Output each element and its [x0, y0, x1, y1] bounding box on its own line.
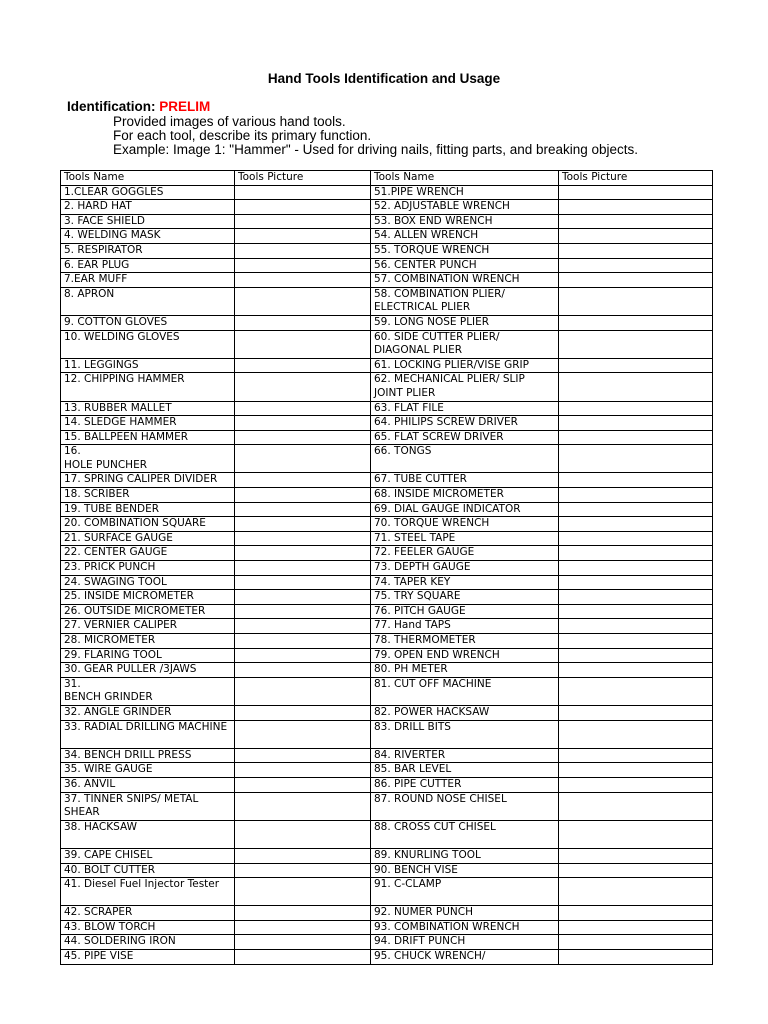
tool-picture-cell	[559, 748, 713, 763]
tool-picture-cell	[559, 935, 713, 950]
tool-picture-cell	[559, 430, 713, 445]
tool-picture-cell	[559, 648, 713, 663]
table-row	[61, 473, 713, 488]
tool-name-cell: 30. GEAR PULLER /3JAWS	[61, 663, 235, 678]
tool-picture-cell	[235, 214, 371, 229]
tool-picture-cell	[235, 619, 371, 634]
table-row	[61, 517, 713, 532]
tool-picture-cell	[559, 488, 713, 503]
tool-picture-cell	[235, 531, 371, 546]
table-row	[61, 634, 713, 649]
table-row	[61, 287, 713, 315]
table-row	[61, 777, 713, 792]
tool-name-cell: 54. ALLEN WRENCH	[371, 229, 559, 244]
tool-name-cell: 4. WELDING MASK	[61, 229, 235, 244]
table-row	[61, 792, 713, 820]
tool-picture-cell	[235, 920, 371, 935]
tool-name-cell: 26. OUTSIDE MICROMETER	[61, 604, 235, 619]
tool-name-cell: 9. COTTON GLOVES	[61, 315, 235, 330]
tool-name-cell: 14. SLEDGE HAMMER	[61, 416, 235, 431]
tools-table-body	[61, 171, 713, 965]
tool-name-cell: 15. BALLPEEN HAMMER	[61, 430, 235, 445]
tool-name-cell: 66. TONGS	[371, 445, 559, 473]
tool-picture-cell	[559, 473, 713, 488]
tool-name-cell: 87. ROUND NOSE CHISEL	[371, 792, 559, 820]
tool-name-cell: 68. INSIDE MICROMETER	[371, 488, 559, 503]
table-row	[61, 878, 713, 906]
tool-picture-cell	[235, 575, 371, 590]
tool-name-cell: 65. FLAT SCREW DRIVER	[371, 430, 559, 445]
tool-name-cell: 84. RIVERTER	[371, 748, 559, 763]
tool-picture-cell	[559, 848, 713, 863]
tool-name-cell: 40. BOLT CUTTER	[61, 863, 235, 878]
tool-name-cell: 82. POWER HACKSAW	[371, 705, 559, 720]
tool-picture-cell	[235, 906, 371, 921]
tool-name-cell: 24. SWAGING TOOL	[61, 575, 235, 590]
table-row	[61, 590, 713, 605]
table-row	[61, 430, 713, 445]
instruction-line: Example: Image 1: "Hammer" - Used for driving nails, fitting parts, and breaking objects.	[113, 142, 639, 157]
tool-name-cell: 91. C-CLAMP	[371, 878, 559, 906]
tool-name-cell: 71. STEEL TAPE	[371, 531, 559, 546]
identification-line	[67, 99, 210, 114]
tool-picture-cell	[235, 185, 371, 200]
tool-name-cell: 89. KNURLING TOOL	[371, 848, 559, 863]
table-row	[61, 720, 713, 748]
tool-name-cell: 28. MICROMETER	[61, 634, 235, 649]
table-row	[61, 820, 713, 848]
tool-picture-cell	[235, 748, 371, 763]
identification-value: PRELIM	[159, 99, 211, 114]
tool-picture-cell	[559, 185, 713, 200]
tool-name-cell: 73. DEPTH GAUGE	[371, 561, 559, 576]
tool-name-cell: 35. WIRE GAUGE	[61, 763, 235, 778]
tool-name-cell: 83. DRILL BITS	[371, 720, 559, 748]
tool-picture-cell	[559, 546, 713, 561]
tool-name-cell: 29. FLARING TOOL	[61, 648, 235, 663]
tool-picture-cell	[559, 373, 713, 401]
tool-picture-cell	[559, 561, 713, 576]
tool-name-cell: 36. ANVIL	[61, 777, 235, 792]
table-row	[61, 243, 713, 258]
tool-picture-cell	[559, 863, 713, 878]
tool-name-cell: 23. PRICK PUNCH	[61, 561, 235, 576]
tool-picture-cell	[559, 200, 713, 215]
table-row	[61, 705, 713, 720]
tool-name-cell: 58. COMBINATION PLIER/ ELECTRICAL PLIER	[371, 287, 559, 315]
tool-picture-cell	[559, 677, 713, 705]
tool-name-cell: 90. BENCH VISE	[371, 863, 559, 878]
tool-picture-cell	[235, 561, 371, 576]
tool-picture-cell	[559, 792, 713, 820]
table-row	[61, 502, 713, 517]
tool-picture-cell	[235, 517, 371, 532]
tool-picture-cell	[235, 878, 371, 906]
tool-picture-cell	[235, 863, 371, 878]
table-row	[61, 185, 713, 200]
tool-picture-cell	[559, 517, 713, 532]
tool-picture-cell	[235, 445, 371, 473]
tool-name-cell: 72. FEELER GAUGE	[371, 546, 559, 561]
table-row	[61, 315, 713, 330]
tool-name-cell: 69. DIAL GAUGE INDICATOR	[371, 502, 559, 517]
tool-picture-cell	[235, 243, 371, 258]
tool-name-cell: 55. TORQUE WRENCH	[371, 243, 559, 258]
table-row	[61, 488, 713, 503]
tool-name-cell: 77. Hand TAPS	[371, 619, 559, 634]
tool-picture-cell	[559, 705, 713, 720]
tool-picture-cell	[235, 848, 371, 863]
tool-name-cell: 19. TUBE BENDER	[61, 502, 235, 517]
table-row	[61, 401, 713, 416]
tools-table	[60, 170, 713, 965]
tool-picture-cell	[235, 430, 371, 445]
tool-picture-cell	[559, 878, 713, 906]
tool-name-cell: 56. CENTER PUNCH	[371, 258, 559, 273]
tool-name-cell: 67. TUBE CUTTER	[371, 473, 559, 488]
table-row	[61, 748, 713, 763]
tool-picture-cell	[235, 648, 371, 663]
tool-name-cell: 39. CAPE CHISEL	[61, 848, 235, 863]
tool-picture-cell	[559, 531, 713, 546]
tool-picture-cell	[559, 920, 713, 935]
tool-picture-cell	[559, 763, 713, 778]
table-row	[61, 663, 713, 678]
tool-name-cell: 78. THERMOMETER	[371, 634, 559, 649]
tool-picture-cell	[235, 502, 371, 517]
tool-picture-cell	[235, 287, 371, 315]
tool-name-cell: 13. RUBBER MALLET	[61, 401, 235, 416]
tool-picture-cell	[235, 792, 371, 820]
tool-picture-cell	[559, 604, 713, 619]
table-row	[61, 200, 713, 215]
tool-picture-cell	[559, 575, 713, 590]
table-row	[61, 258, 713, 273]
tool-picture-cell	[559, 720, 713, 748]
tool-name-cell: 37. TINNER SNIPS/ METAL SHEAR	[61, 792, 235, 820]
tool-name-cell: 33. RADIAL DRILLING MACHINE	[61, 720, 235, 748]
tool-name-cell: 34. BENCH DRILL PRESS	[61, 748, 235, 763]
table-row	[61, 531, 713, 546]
table-row	[61, 863, 713, 878]
table-row	[61, 604, 713, 619]
tool-name-cell: 7.EAR MUFF	[61, 273, 235, 288]
tool-picture-cell	[559, 416, 713, 431]
tool-name-cell: 11. LEGGINGS	[61, 358, 235, 373]
tool-picture-cell	[559, 243, 713, 258]
tool-picture-cell	[235, 820, 371, 848]
tool-picture-cell	[235, 705, 371, 720]
tool-picture-cell	[559, 401, 713, 416]
tool-name-cell: 22. CENTER GAUGE	[61, 546, 235, 561]
tool-name-cell: 85. BAR LEVEL	[371, 763, 559, 778]
tool-name-cell: 20. COMBINATION SQUARE	[61, 517, 235, 532]
table-row	[61, 848, 713, 863]
table-row	[61, 358, 713, 373]
tool-picture-cell	[559, 777, 713, 792]
tool-picture-cell	[559, 619, 713, 634]
tool-name-cell: 59. LONG NOSE PLIER	[371, 315, 559, 330]
tool-name-cell: 80. PH METER	[371, 663, 559, 678]
tool-picture-cell	[235, 950, 371, 965]
tool-name-cell: 1.CLEAR GOGGLES	[61, 185, 235, 200]
tool-name-cell: 62. MECHANICAL PLIER/ SLIP JOINT PLIER	[371, 373, 559, 401]
header-tools-name-left: Tools Name	[61, 171, 235, 186]
tool-name-cell: 5. RESPIRATOR	[61, 243, 235, 258]
tool-name-cell: 17. SPRING CALIPER DIVIDER	[61, 473, 235, 488]
table-row	[61, 648, 713, 663]
tool-picture-cell	[235, 401, 371, 416]
tool-picture-cell	[235, 258, 371, 273]
table-row	[61, 229, 713, 244]
tool-name-cell: 75. TRY SQUARE	[371, 590, 559, 605]
table-row	[61, 373, 713, 401]
tool-name-cell: 74. TAPER KEY	[371, 575, 559, 590]
table-row	[61, 330, 713, 358]
tool-picture-cell	[235, 634, 371, 649]
table-header-row	[61, 171, 713, 186]
tool-picture-cell	[235, 763, 371, 778]
tool-picture-cell	[559, 502, 713, 517]
table-row	[61, 575, 713, 590]
tool-name-cell: 25. INSIDE MICROMETER	[61, 590, 235, 605]
table-row	[61, 273, 713, 288]
tool-name-cell: 53. BOX END WRENCH	[371, 214, 559, 229]
tool-name-cell: 79. OPEN END WRENCH	[371, 648, 559, 663]
tool-name-cell: 44. SOLDERING IRON	[61, 935, 235, 950]
tool-name-cell: 92. NUMER PUNCH	[371, 906, 559, 921]
tool-name-cell: 27. VERNIER CALIPER	[61, 619, 235, 634]
tool-name-cell: 3. FACE SHIELD	[61, 214, 235, 229]
tool-name-cell: 32. ANGLE GRINDER	[61, 705, 235, 720]
tool-picture-cell	[559, 634, 713, 649]
tool-picture-cell	[559, 315, 713, 330]
tool-picture-cell	[235, 358, 371, 373]
document-title: Hand Tools Identification and Usage	[267, 71, 501, 86]
table-row	[61, 619, 713, 634]
tool-picture-cell	[235, 200, 371, 215]
tool-name-cell: 41. Diesel Fuel Injector Tester	[61, 878, 235, 906]
header-tools-picture-left: Tools Picture	[235, 171, 371, 186]
table-row	[61, 763, 713, 778]
tool-picture-cell	[559, 950, 713, 965]
table-row	[61, 561, 713, 576]
header-tools-picture-right: Tools Picture	[559, 171, 713, 186]
tool-picture-cell	[559, 214, 713, 229]
table-row	[61, 906, 713, 921]
tool-picture-cell	[235, 663, 371, 678]
tool-name-cell: 57. COMBINATION WRENCH	[371, 273, 559, 288]
tool-name-cell: 51.PIPE WRENCH	[371, 185, 559, 200]
instruction-line: Provided images of various hand tools.	[113, 114, 346, 129]
tool-picture-cell	[559, 330, 713, 358]
tool-picture-cell	[559, 445, 713, 473]
tool-picture-cell	[235, 330, 371, 358]
tool-name-cell: 81. CUT OFF MACHINE	[371, 677, 559, 705]
tool-name-cell: 63. FLAT FILE	[371, 401, 559, 416]
tool-name-cell: 64. PHILIPS SCREW DRIVER	[371, 416, 559, 431]
table-row	[61, 950, 713, 965]
header-tools-name-right: Tools Name	[371, 171, 559, 186]
tool-picture-cell	[235, 777, 371, 792]
tool-name-cell: 12. CHIPPING HAMMER	[61, 373, 235, 401]
tool-picture-cell	[559, 287, 713, 315]
tool-name-cell: 45. PIPE VISE	[61, 950, 235, 965]
tool-name-cell: 8. APRON	[61, 287, 235, 315]
tool-picture-cell	[235, 720, 371, 748]
tool-name-cell: 16. HOLE PUNCHER	[61, 445, 235, 473]
tool-name-cell: 94. DRIFT PUNCH	[371, 935, 559, 950]
table-row	[61, 546, 713, 561]
tool-picture-cell	[559, 258, 713, 273]
identification-label: Identification:	[67, 99, 160, 114]
tool-picture-cell	[235, 590, 371, 605]
table-row	[61, 214, 713, 229]
tool-picture-cell	[235, 935, 371, 950]
tool-name-cell: 70. TORQUE WRENCH	[371, 517, 559, 532]
tool-name-cell: 60. SIDE CUTTER PLIER/ DIAGONAL PLIER	[371, 330, 559, 358]
tool-name-cell: 61. LOCKING PLIER/VISE GRIP	[371, 358, 559, 373]
tool-name-cell: 52. ADJUSTABLE WRENCH	[371, 200, 559, 215]
tool-name-cell: 2. HARD HAT	[61, 200, 235, 215]
tool-picture-cell	[559, 663, 713, 678]
table-row	[61, 920, 713, 935]
tool-picture-cell	[235, 315, 371, 330]
tool-picture-cell	[559, 590, 713, 605]
tool-picture-cell	[235, 273, 371, 288]
tool-picture-cell	[559, 906, 713, 921]
tool-picture-cell	[235, 604, 371, 619]
tool-picture-cell	[235, 677, 371, 705]
tool-name-cell: 6. EAR PLUG	[61, 258, 235, 273]
tool-picture-cell	[235, 488, 371, 503]
tool-name-cell: 42. SCRAPER	[61, 906, 235, 921]
tool-name-cell: 43. BLOW TORCH	[61, 920, 235, 935]
tool-name-cell: 95. CHUCK WRENCH/	[371, 950, 559, 965]
tool-name-cell: 88. CROSS CUT CHISEL	[371, 820, 559, 848]
tool-picture-cell	[559, 820, 713, 848]
tool-name-cell: 10. WELDING GLOVES	[61, 330, 235, 358]
tool-picture-cell	[559, 273, 713, 288]
tool-name-cell: 18. SCRIBER	[61, 488, 235, 503]
tool-name-cell: 21. SURFACE GAUGE	[61, 531, 235, 546]
tool-name-cell: 38. HACKSAW	[61, 820, 235, 848]
tool-name-cell: 93. COMBINATION WRENCH	[371, 920, 559, 935]
tool-picture-cell	[235, 546, 371, 561]
table-row	[61, 416, 713, 431]
tool-name-cell: 76. PITCH GAUGE	[371, 604, 559, 619]
table-row	[61, 935, 713, 950]
tool-name-cell: 86. PIPE CUTTER	[371, 777, 559, 792]
tool-name-cell: 31. BENCH GRINDER	[61, 677, 235, 705]
tool-picture-cell	[235, 229, 371, 244]
tool-picture-cell	[235, 416, 371, 431]
table-row	[61, 677, 713, 705]
instruction-line: For each tool, describe its primary function.	[113, 128, 372, 143]
tool-picture-cell	[559, 358, 713, 373]
table-row	[61, 445, 713, 473]
tool-picture-cell	[235, 373, 371, 401]
tool-picture-cell	[235, 473, 371, 488]
tool-picture-cell	[559, 229, 713, 244]
